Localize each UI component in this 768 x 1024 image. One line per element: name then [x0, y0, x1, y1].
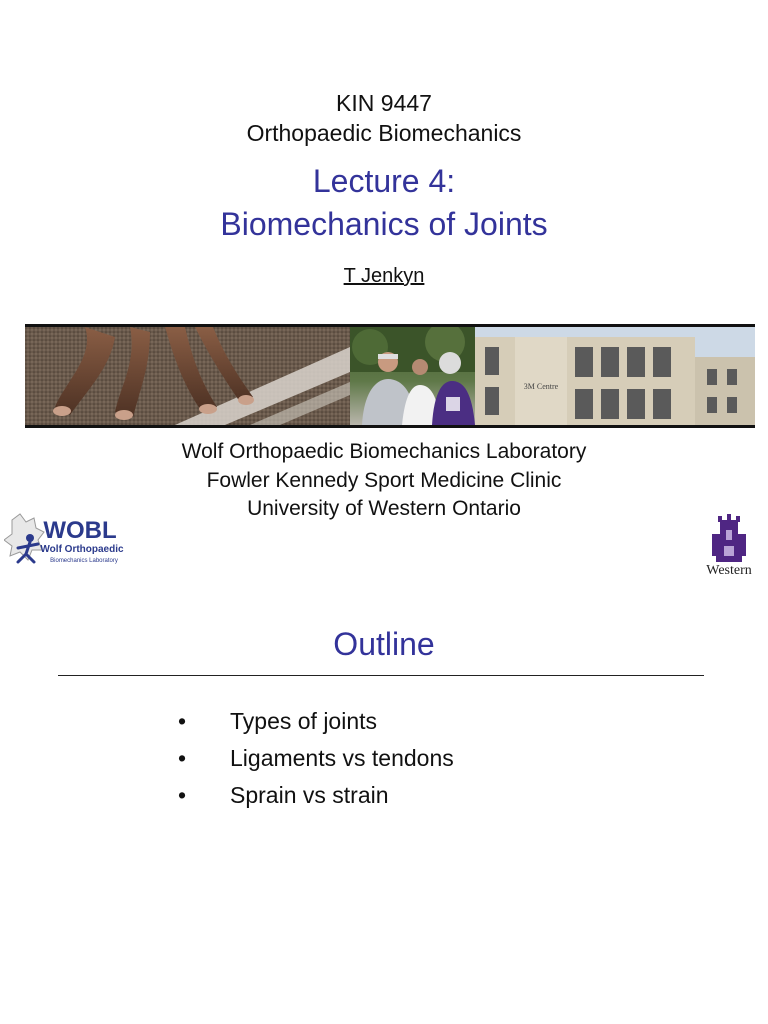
- building-photo: [475, 327, 755, 425]
- affiliation-clinic: Fowler Kennedy Sport Medicine Clinic: [206, 469, 562, 492]
- bullet-glyph: •: [178, 745, 187, 771]
- team-photo: [350, 327, 475, 425]
- bullet-text: Sprain vs strain: [230, 782, 389, 808]
- bullet-text: Ligaments vs tendons: [230, 745, 454, 771]
- team-illustration: [350, 327, 475, 425]
- course-code: KIN 9447: [336, 90, 432, 116]
- author-name: T Jenkyn: [343, 265, 425, 287]
- bullet-glyph: •: [178, 708, 187, 734]
- wobl-line1: Wolf Orthopaedic: [40, 544, 124, 555]
- outline-slide: [0, 600, 768, 1024]
- building-illustration: [475, 327, 755, 425]
- affiliation-lab: Wolf Orthopaedic Biomechanics Laboratory: [181, 440, 587, 463]
- wobl-logo: [4, 512, 128, 574]
- sprinter-hand-photo: [25, 327, 350, 425]
- title-divider: [58, 675, 704, 676]
- outline-title: Outline: [333, 626, 435, 662]
- lecture-title: Biomechanics of Joints: [220, 206, 548, 242]
- building-sign: 3M Centre: [523, 382, 559, 391]
- bullet-text: Types of joints: [230, 708, 378, 734]
- sprinter-hand-illustration: [25, 327, 350, 425]
- western-wordmark: Western: [706, 563, 752, 578]
- western-logo: [694, 510, 764, 578]
- course-name: Orthopaedic Biomechanics: [246, 120, 522, 146]
- wobl-wordmark: WOBL: [43, 517, 117, 544]
- wobl-line2: Biomechanics Laboratory: [50, 558, 118, 564]
- photo-banner: [25, 324, 755, 428]
- affiliation-university: University of Western Ontario: [247, 497, 521, 520]
- bullet-glyph: •: [178, 782, 187, 808]
- lecture-number: Lecture 4:: [312, 163, 456, 199]
